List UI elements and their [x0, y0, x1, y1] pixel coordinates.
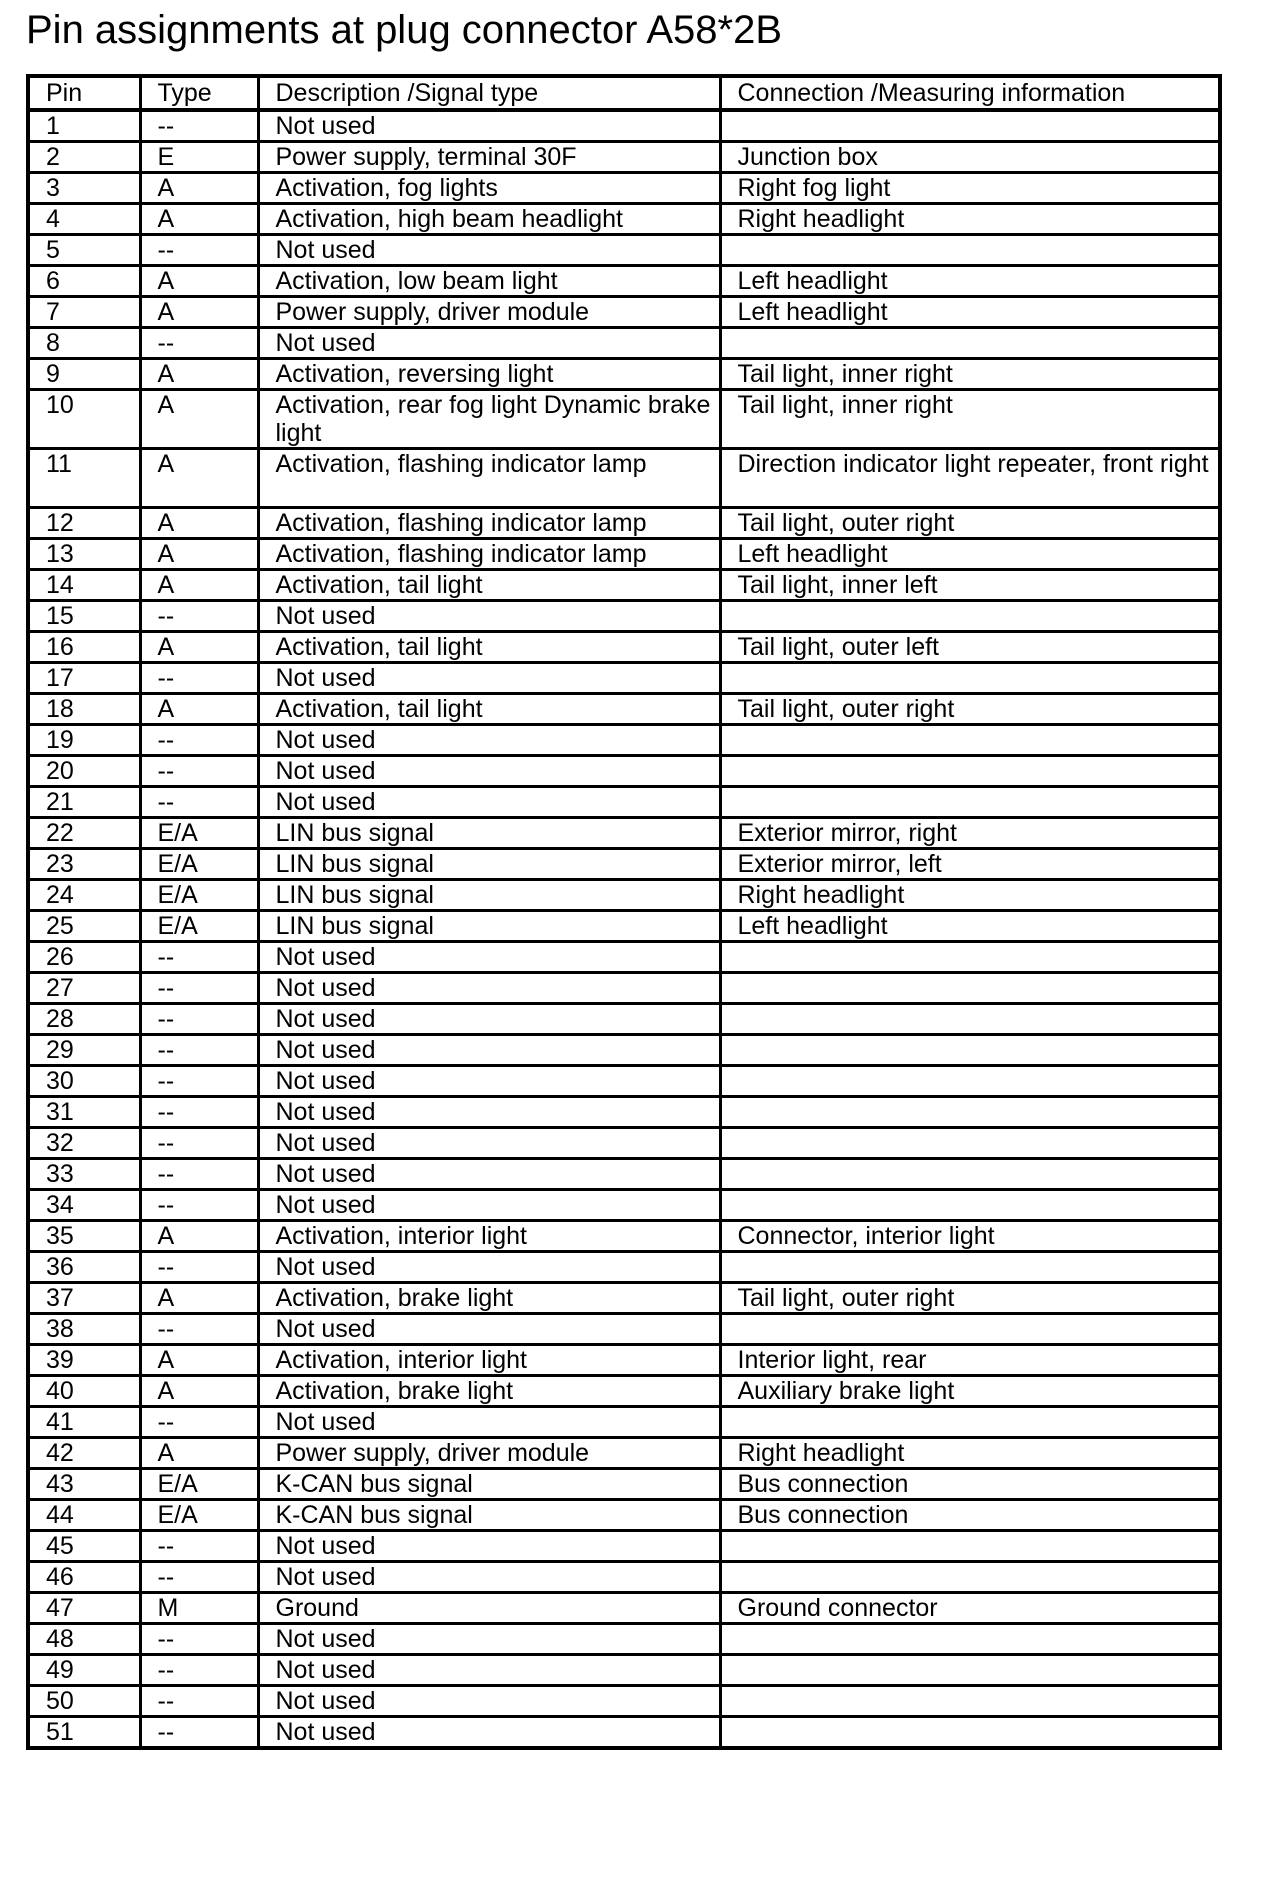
description-cell: Not used: [258, 601, 720, 632]
connection-cell: Bus connection: [720, 1469, 1220, 1500]
description-cell: Activation, brake light: [258, 1376, 720, 1407]
connection-cell: [720, 235, 1220, 266]
connection-cell: [720, 1190, 1220, 1221]
table-row: [28, 1717, 1220, 1749]
pin-cell: 27: [28, 973, 140, 1004]
pin-cell: 11: [28, 449, 140, 508]
table-row: [28, 1190, 1220, 1221]
connection-cell: Direction indicator light repeater, front right: [720, 449, 1220, 508]
table-row: [28, 390, 1220, 449]
connection-cell: Left headlight: [720, 266, 1220, 297]
description-cell: Activation, brake light: [258, 1283, 720, 1314]
pin-cell: 30: [28, 1066, 140, 1097]
type-cell: --: [140, 110, 258, 142]
connection-cell: [720, 328, 1220, 359]
type-cell: --: [140, 1314, 258, 1345]
description-cell: Not used: [258, 1252, 720, 1283]
type-cell: E/A: [140, 1469, 258, 1500]
connection-cell: Bus connection: [720, 1500, 1220, 1531]
connection-cell: Tail light, inner right: [720, 359, 1220, 390]
connection-cell: [720, 725, 1220, 756]
connection-cell: Junction box: [720, 142, 1220, 173]
description-cell: Ground: [258, 1593, 720, 1624]
table-row: [28, 1531, 1220, 1562]
table-row: [28, 449, 1220, 508]
type-cell: E/A: [140, 880, 258, 911]
pin-cell: 9: [28, 359, 140, 390]
pin-cell: 21: [28, 787, 140, 818]
connection-cell: Right fog light: [720, 173, 1220, 204]
description-cell: Not used: [258, 1717, 720, 1749]
table-row: [28, 142, 1220, 173]
description-cell: Activation, flashing indicator lamp: [258, 539, 720, 570]
type-cell: --: [140, 1531, 258, 1562]
connection-cell: [720, 1252, 1220, 1283]
pin-cell: 36: [28, 1252, 140, 1283]
type-cell: E/A: [140, 849, 258, 880]
description-cell: Not used: [258, 1655, 720, 1686]
pin-cell: 18: [28, 694, 140, 725]
connection-cell: Right headlight: [720, 880, 1220, 911]
description-cell: Activation, high beam headlight: [258, 204, 720, 235]
connection-cell: [720, 1407, 1220, 1438]
table-row: [28, 328, 1220, 359]
type-cell: A: [140, 570, 258, 601]
description-cell: Not used: [258, 1531, 720, 1562]
description-cell: K-CAN bus signal: [258, 1500, 720, 1531]
pin-cell: 48: [28, 1624, 140, 1655]
type-cell: --: [140, 1128, 258, 1159]
type-cell: --: [140, 1035, 258, 1066]
description-cell: Activation, tail light: [258, 632, 720, 663]
connection-cell: Right headlight: [720, 204, 1220, 235]
type-cell: --: [140, 1190, 258, 1221]
pin-cell: 47: [28, 1593, 140, 1624]
type-cell: --: [140, 235, 258, 266]
description-cell: Activation, flashing indicator lamp: [258, 449, 720, 508]
type-cell: A: [140, 449, 258, 508]
type-cell: A: [140, 204, 258, 235]
type-cell: E: [140, 142, 258, 173]
pin-cell: 12: [28, 508, 140, 539]
table-row: [28, 508, 1220, 539]
description-cell: LIN bus signal: [258, 849, 720, 880]
type-cell: --: [140, 725, 258, 756]
pin-cell: 38: [28, 1314, 140, 1345]
connection-cell: [720, 1655, 1220, 1686]
type-cell: A: [140, 1438, 258, 1469]
table-row: [28, 570, 1220, 601]
table-row: [28, 694, 1220, 725]
connection-cell: [720, 1004, 1220, 1035]
connection-cell: Tail light, outer left: [720, 632, 1220, 663]
header-description: Description /Signal type: [258, 76, 720, 110]
connection-cell: Auxiliary brake light: [720, 1376, 1220, 1407]
type-cell: E/A: [140, 1500, 258, 1531]
pin-cell: 41: [28, 1407, 140, 1438]
description-cell: Not used: [258, 1097, 720, 1128]
table-row: [28, 601, 1220, 632]
connection-cell: [720, 1624, 1220, 1655]
table-row: [28, 1035, 1220, 1066]
connection-cell: Tail light, inner right: [720, 390, 1220, 449]
table-row: [28, 1438, 1220, 1469]
type-cell: A: [140, 632, 258, 663]
description-cell: Not used: [258, 1407, 720, 1438]
connection-cell: [720, 1686, 1220, 1717]
pin-cell: 26: [28, 942, 140, 973]
table-row: [28, 1562, 1220, 1593]
table-row: [28, 1252, 1220, 1283]
type-cell: --: [140, 1717, 258, 1749]
table-row: [28, 359, 1220, 390]
table-row: [28, 787, 1220, 818]
connection-cell: [720, 1035, 1220, 1066]
pin-cell: 49: [28, 1655, 140, 1686]
pin-cell: 7: [28, 297, 140, 328]
table-row: [28, 942, 1220, 973]
pin-cell: 8: [28, 328, 140, 359]
connection-cell: [720, 942, 1220, 973]
connection-cell: [720, 787, 1220, 818]
connection-cell: [720, 1562, 1220, 1593]
connection-cell: Interior light, rear: [720, 1345, 1220, 1376]
pin-cell: 15: [28, 601, 140, 632]
table-row: [28, 1593, 1220, 1624]
description-cell: Not used: [258, 1035, 720, 1066]
pin-cell: 17: [28, 663, 140, 694]
pin-cell: 24: [28, 880, 140, 911]
description-cell: Not used: [258, 1190, 720, 1221]
connection-cell: [720, 601, 1220, 632]
connection-cell: [720, 663, 1220, 694]
table-row: [28, 1624, 1220, 1655]
table-row: [28, 725, 1220, 756]
header-type: Type: [140, 76, 258, 110]
table-row: [28, 1128, 1220, 1159]
table-row: [28, 973, 1220, 1004]
description-cell: Power supply, terminal 30F: [258, 142, 720, 173]
connection-cell: [720, 1531, 1220, 1562]
type-cell: A: [140, 266, 258, 297]
connection-cell: [720, 1314, 1220, 1345]
description-cell: Not used: [258, 235, 720, 266]
type-cell: --: [140, 1407, 258, 1438]
pin-cell: 43: [28, 1469, 140, 1500]
connection-cell: [720, 1097, 1220, 1128]
type-cell: A: [140, 694, 258, 725]
type-cell: --: [140, 1686, 258, 1717]
description-cell: Not used: [258, 328, 720, 359]
connection-cell: Tail light, outer right: [720, 508, 1220, 539]
description-cell: Activation, tail light: [258, 570, 720, 601]
connection-cell: Tail light, outer right: [720, 694, 1220, 725]
type-cell: --: [140, 973, 258, 1004]
type-cell: E/A: [140, 818, 258, 849]
description-cell: Not used: [258, 787, 720, 818]
pin-cell: 19: [28, 725, 140, 756]
table-row: [28, 1500, 1220, 1531]
type-cell: --: [140, 787, 258, 818]
type-cell: E/A: [140, 911, 258, 942]
pin-cell: 3: [28, 173, 140, 204]
description-cell: Activation, interior light: [258, 1221, 720, 1252]
pin-cell: 20: [28, 756, 140, 787]
type-cell: A: [140, 1221, 258, 1252]
connection-cell: Left headlight: [720, 297, 1220, 328]
pin-cell: 29: [28, 1035, 140, 1066]
description-cell: Activation, fog lights: [258, 173, 720, 204]
table-row: [28, 1066, 1220, 1097]
pin-assignment-table: [26, 74, 1222, 1750]
type-cell: --: [140, 1655, 258, 1686]
connection-cell: Tail light, outer right: [720, 1283, 1220, 1314]
table-row: [28, 110, 1220, 142]
pin-cell: 28: [28, 1004, 140, 1035]
type-cell: A: [140, 539, 258, 570]
description-cell: Not used: [258, 1159, 720, 1190]
description-cell: Power supply, driver module: [258, 1438, 720, 1469]
type-cell: --: [140, 1004, 258, 1035]
connection-cell: Left headlight: [720, 911, 1220, 942]
type-cell: --: [140, 756, 258, 787]
type-cell: A: [140, 1283, 258, 1314]
table-row: [28, 1283, 1220, 1314]
description-cell: LIN bus signal: [258, 880, 720, 911]
description-cell: Not used: [258, 110, 720, 142]
table-row: [28, 1004, 1220, 1035]
table-row: [28, 849, 1220, 880]
description-cell: Activation, reversing light: [258, 359, 720, 390]
description-cell: Not used: [258, 973, 720, 1004]
connection-cell: [720, 756, 1220, 787]
description-cell: Not used: [258, 942, 720, 973]
header-connection: Connection /Measuring information: [720, 76, 1220, 110]
description-cell: K-CAN bus signal: [258, 1469, 720, 1500]
connection-cell: Exterior mirror, left: [720, 849, 1220, 880]
pin-cell: 33: [28, 1159, 140, 1190]
pin-cell: 46: [28, 1562, 140, 1593]
connection-cell: Left headlight: [720, 539, 1220, 570]
pin-cell: 1: [28, 110, 140, 142]
pin-cell: 35: [28, 1221, 140, 1252]
description-cell: Not used: [258, 663, 720, 694]
table-row: [28, 266, 1220, 297]
type-cell: A: [140, 1345, 258, 1376]
pin-cell: 40: [28, 1376, 140, 1407]
connection-cell: Ground connector: [720, 1593, 1220, 1624]
connection-cell: Right headlight: [720, 1438, 1220, 1469]
connection-cell: [720, 1066, 1220, 1097]
table-row: [28, 1469, 1220, 1500]
description-cell: Not used: [258, 756, 720, 787]
table-row: [28, 1221, 1220, 1252]
connection-cell: Connector, interior light: [720, 1221, 1220, 1252]
table-row: [28, 756, 1220, 787]
pin-cell: 51: [28, 1717, 140, 1749]
pin-cell: 42: [28, 1438, 140, 1469]
table-row: [28, 1686, 1220, 1717]
pin-cell: 2: [28, 142, 140, 173]
connection-cell: [720, 973, 1220, 1004]
table-body: [28, 110, 1220, 1748]
pin-cell: 4: [28, 204, 140, 235]
pin-cell: 44: [28, 1500, 140, 1531]
type-cell: --: [140, 942, 258, 973]
description-cell: Not used: [258, 1128, 720, 1159]
description-cell: Not used: [258, 1624, 720, 1655]
pin-cell: 14: [28, 570, 140, 601]
type-cell: --: [140, 601, 258, 632]
description-cell: Power supply, driver module: [258, 297, 720, 328]
type-cell: --: [140, 1066, 258, 1097]
connection-cell: [720, 1717, 1220, 1749]
pin-cell: 6: [28, 266, 140, 297]
type-cell: --: [140, 1159, 258, 1190]
type-cell: A: [140, 297, 258, 328]
pin-cell: 39: [28, 1345, 140, 1376]
table-row: [28, 1376, 1220, 1407]
table-row: [28, 297, 1220, 328]
description-cell: Not used: [258, 1686, 720, 1717]
header-pin: Pin: [28, 76, 140, 110]
page-title: Pin assignments at plug connector A58*2B: [26, 8, 783, 52]
type-cell: A: [140, 173, 258, 204]
pin-cell: 16: [28, 632, 140, 663]
description-cell: Not used: [258, 1314, 720, 1345]
table-row: [28, 1655, 1220, 1686]
connection-cell: Tail light, inner left: [720, 570, 1220, 601]
connection-cell: Exterior mirror, right: [720, 818, 1220, 849]
table-row: [28, 1097, 1220, 1128]
pin-cell: 37: [28, 1283, 140, 1314]
description-cell: Activation, low beam light: [258, 266, 720, 297]
type-cell: --: [140, 328, 258, 359]
pin-cell: 10: [28, 390, 140, 449]
pin-cell: 32: [28, 1128, 140, 1159]
pin-cell: 50: [28, 1686, 140, 1717]
description-cell: Activation, flashing indicator lamp: [258, 508, 720, 539]
type-cell: A: [140, 1376, 258, 1407]
pin-cell: 23: [28, 849, 140, 880]
table-row: [28, 1407, 1220, 1438]
table-row: [28, 1314, 1220, 1345]
description-cell: Not used: [258, 1004, 720, 1035]
description-cell: Not used: [258, 1066, 720, 1097]
description-cell: Not used: [258, 725, 720, 756]
pin-cell: 45: [28, 1531, 140, 1562]
pin-cell: 22: [28, 818, 140, 849]
pin-cell: 13: [28, 539, 140, 570]
connection-cell: [720, 1128, 1220, 1159]
table-row: [28, 539, 1220, 570]
type-cell: A: [140, 508, 258, 539]
table-row: [28, 1159, 1220, 1190]
table-row: [28, 818, 1220, 849]
connection-cell: [720, 110, 1220, 142]
description-cell: LIN bus signal: [258, 911, 720, 942]
type-cell: --: [140, 663, 258, 694]
table-header-row: [28, 76, 1220, 110]
table-row: [28, 235, 1220, 266]
type-cell: --: [140, 1624, 258, 1655]
description-cell: Not used: [258, 1562, 720, 1593]
table-row: [28, 204, 1220, 235]
connection-cell: [720, 1159, 1220, 1190]
description-cell: Activation, rear fog light Dynamic brake light: [258, 390, 720, 449]
pin-cell: 31: [28, 1097, 140, 1128]
type-cell: --: [140, 1097, 258, 1128]
description-cell: Activation, interior light: [258, 1345, 720, 1376]
description-cell: LIN bus signal: [258, 818, 720, 849]
pin-cell: 25: [28, 911, 140, 942]
type-cell: A: [140, 359, 258, 390]
pin-cell: 5: [28, 235, 140, 266]
table-row: [28, 911, 1220, 942]
table-row: [28, 663, 1220, 694]
type-cell: M: [140, 1593, 258, 1624]
description-cell: Activation, tail light: [258, 694, 720, 725]
table-row: [28, 880, 1220, 911]
table-row: [28, 173, 1220, 204]
type-cell: --: [140, 1562, 258, 1593]
type-cell: A: [140, 390, 258, 449]
table-row: [28, 632, 1220, 663]
table-row: [28, 1345, 1220, 1376]
pin-cell: 34: [28, 1190, 140, 1221]
type-cell: --: [140, 1252, 258, 1283]
